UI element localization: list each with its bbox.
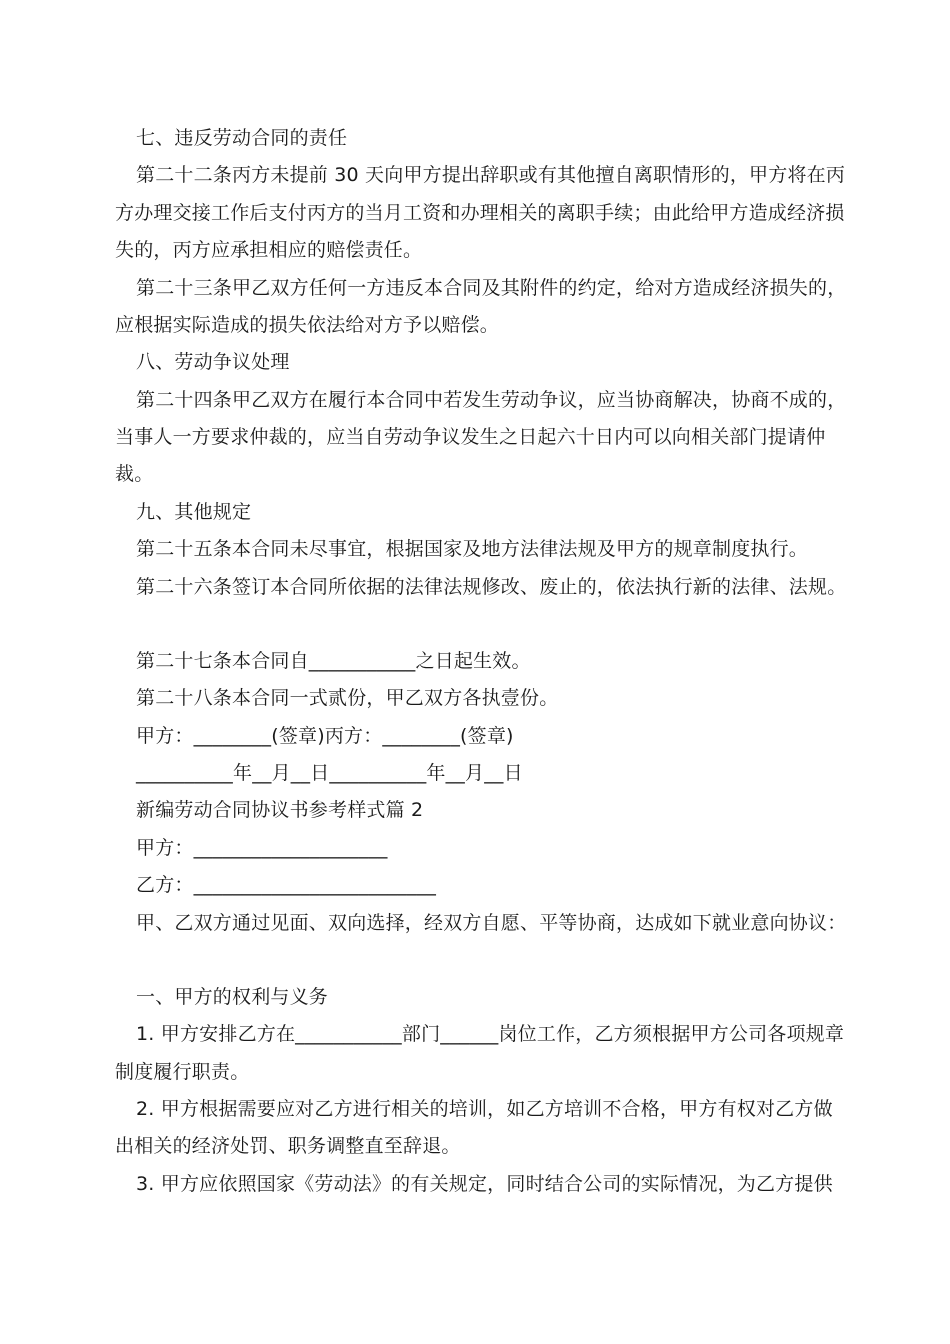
article-28: 第二十八条本合同一式贰份，甲乙双方各执壹份。 bbox=[136, 687, 559, 709]
section-1-heading: 一、甲方的权利与义务 bbox=[136, 986, 329, 1008]
article-27: 第二十七条本合同自___________之日起生效。 bbox=[136, 650, 531, 672]
item-2-line-1: 2. 甲方根据需要应对乙方进行相关的培训，如乙方培训不合格，甲方有权对乙方做 bbox=[136, 1098, 833, 1120]
article-2-title: 新编劳动合同协议书参考样式篇 2 bbox=[136, 799, 424, 821]
item-1-line-2: 制度履行职责。 bbox=[115, 1061, 250, 1083]
item-1-line-1: 1. 甲方安排乙方在___________部门______岗位工作，乙方须根据甲方公司各项规章 bbox=[136, 1023, 845, 1045]
article-24-line-1: 第二十四条甲乙双方在履行本合同中若发生劳动争议，应当协商解决，协商不成的， bbox=[136, 389, 847, 411]
party-b-line: 乙方：_________________________ bbox=[136, 874, 437, 896]
article-24-line-3: 裁。 bbox=[115, 463, 154, 485]
article-22-line-1: 第二十二条丙方未提前 30 天向甲方提出辞职或有其他擅自离职情形的，甲方将在丙 bbox=[136, 164, 846, 186]
section-8-heading: 八、劳动争议处理 bbox=[136, 351, 290, 373]
date-line: __________年__月__日__________年__月__日 bbox=[136, 762, 523, 784]
article-22-line-2: 方办理交接工作后支付丙方的当月工资和办理相关的离职手续；由此给甲方造成经济损 bbox=[115, 202, 845, 224]
item-3-line-1: 3. 甲方应依照国家《劳动法》的有关规定，同时结合公司的实际情况，为乙方提供 bbox=[136, 1173, 833, 1195]
article-24-line-2: 当事人一方要求仲裁的，应当自劳动争议发生之日起六十日内可以向相关部门提请仲 bbox=[115, 426, 826, 448]
article-22-line-3: 失的，丙方应承担相应的赔偿责任。 bbox=[115, 239, 423, 261]
section-9-heading: 九、其他规定 bbox=[136, 501, 252, 523]
article-23-line-2: 应根据实际造成的损失依法给对方予以赔偿。 bbox=[115, 314, 500, 336]
article-26: 第二十六条签订本合同所依据的法律法规修改、废止的，依法执行新的法律、法规。 bbox=[136, 576, 847, 598]
item-2-line-2: 出相关的经济处罚、职务调整直至辞退。 bbox=[115, 1135, 461, 1157]
intro-paragraph: 甲、乙双方通过见面、双向选择，经双方自愿、平等协商，达成如下就业意向协议： bbox=[136, 912, 847, 934]
party-a-line: 甲方：____________________ bbox=[136, 837, 388, 859]
article-25: 第二十五条本合同未尽事宜，根据国家及地方法律法规及甲方的规章制度执行。 bbox=[136, 538, 809, 560]
signature-line: 甲方：________(签章)丙方：________(签章) bbox=[136, 725, 514, 747]
article-23-line-1: 第二十三条甲乙双方任何一方违反本合同及其附件的约定，给对方造成经济损失的， bbox=[136, 277, 847, 299]
section-7-heading: 七、违反劳动合同的责任 bbox=[136, 127, 348, 149]
